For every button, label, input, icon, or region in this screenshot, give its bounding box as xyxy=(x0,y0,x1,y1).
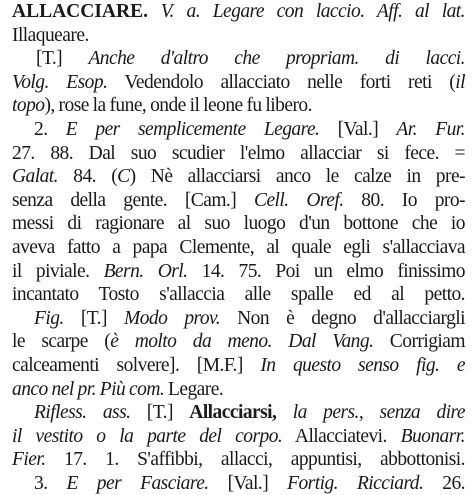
entry-text-segment: Vedendolo allacciato nelle forti reti ( xyxy=(107,71,456,93)
entry-text-segment: la pers., senza dire xyxy=(292,402,465,424)
entry-line-11 xyxy=(12,236,465,260)
entry-text-segment: incantato Tosto s'allaccia alle spalle ed al petto. xyxy=(12,284,465,306)
entry-text-segment: E per Fasciare. xyxy=(66,472,209,494)
entry-text-segment: Galat. xyxy=(12,166,58,188)
entry-text-segment: il vestito o la parte del corpo. xyxy=(12,425,283,447)
entry-text-segment: [Val.] xyxy=(319,118,397,140)
entry-text-segment: 80. Io pro- xyxy=(343,189,465,211)
entry-text-segment: aveva fatto a papa Clemente, al quale egli s'allacciava xyxy=(12,236,465,258)
entry-text-segment xyxy=(148,1,161,22)
entry-line-1 xyxy=(12,0,465,24)
entry-text-segment: topo xyxy=(12,95,45,117)
entry-text-segment: 3. xyxy=(34,472,67,494)
entry-text-segment: le scarpe ( xyxy=(12,331,111,353)
entry-text-segment: Corrigiam xyxy=(373,331,465,353)
entry-text-segment: C xyxy=(117,166,130,188)
entry-text-segment: senza della gente. [Cam.] xyxy=(12,189,254,211)
entry-text-segment: anco nel pr. Più com. xyxy=(12,378,165,400)
entry-text-segment: [T.] xyxy=(63,307,124,329)
entry-line-16 xyxy=(12,354,465,378)
entry-text-segment: messi di ragionare al suo luogo d'un bottone che io xyxy=(12,213,465,235)
entry-text-segment: Volg. Esop. xyxy=(12,71,108,93)
entry-line-6 xyxy=(12,118,465,142)
entry-text-segment: il xyxy=(455,71,465,93)
entry-line-7 xyxy=(12,142,465,166)
entry-line-18 xyxy=(12,401,465,425)
entry-line-14 xyxy=(12,307,465,331)
entry-text-segment: ), rose la fune, onde il leone fu libero. xyxy=(44,95,312,117)
entry-text-segment: 2. xyxy=(34,118,66,140)
entry-text-segment: Fier. xyxy=(12,449,46,471)
entry-line-12 xyxy=(12,260,465,284)
entry-text-segment: Allacciatevi. xyxy=(282,425,401,447)
entry-line-19 xyxy=(12,425,465,449)
entry-line-3 xyxy=(12,47,465,71)
entry-line-17 xyxy=(12,378,465,402)
entry-text-segment: [T.] xyxy=(36,48,89,70)
entry-line-10 xyxy=(12,212,465,236)
entry-text-segment: il piviale. xyxy=(12,260,104,282)
entry-text-segment: Rifless. ass. xyxy=(34,402,131,424)
entry-line-8 xyxy=(12,165,465,189)
entry-text-segment: 26. xyxy=(423,472,465,494)
entry-text-segment: ALLACCIARE. xyxy=(12,1,148,22)
entry-line-2 xyxy=(12,24,465,48)
entry-text-segment: 27. 88. Dal suo scudier l'elmo allacciar si fece. = xyxy=(12,142,465,164)
entry-text-segment: 17. 1. S'affibbi, allacci, appuntisi, abbottonisi. xyxy=(45,449,465,471)
entry-line-9 xyxy=(12,189,465,213)
entry-text-segment: V. a. Legare con laccio. Aff. al lat. xyxy=(160,1,465,22)
entry-text-segment: [Val.] xyxy=(208,472,288,494)
entry-text-segment: In questo senso fig. e xyxy=(260,354,465,376)
entry-line-5 xyxy=(12,94,465,118)
entry-text-segment: Legare. xyxy=(164,378,224,400)
entry-text-segment: 14. 75. Poi un elmo finissimo xyxy=(187,260,465,282)
entry-text-segment xyxy=(276,402,292,423)
entry-text-segment: Fortig. Ricciard. xyxy=(287,472,424,494)
entry-line-4 xyxy=(12,71,465,95)
entry-text-segment: calceamenti solvere]. [M.F.] xyxy=(12,354,261,376)
entry-text-segment: [T.] xyxy=(130,402,190,424)
entry-text-segment: Anche d'altro che propriam. di lacci. xyxy=(88,48,466,70)
entry-text-segment: Non è degno d'allacciargli xyxy=(220,307,466,329)
entry-text-segment: Bern. Orl. xyxy=(103,260,188,282)
entry-text-segment: Modo prov. xyxy=(124,307,221,329)
entry-text-segment: 84. ( xyxy=(58,166,118,188)
entry-text-segment: Allacciarsi, xyxy=(189,402,277,424)
entry-text-segment: Illaqueare. xyxy=(12,24,89,46)
entry-text-segment: ) Nè allacciarsi anco le calze in pre- xyxy=(129,166,465,188)
entry-text-segment: Cell. Oref. xyxy=(253,189,344,211)
entry-line-20 xyxy=(12,448,465,472)
entry-text-segment: è molto da meno. Dal Vang. xyxy=(110,331,374,353)
entry-line-15 xyxy=(12,330,465,354)
entry-line-21 xyxy=(12,472,465,495)
entry-line-13 xyxy=(12,283,465,307)
entry-text-segment: E per semplicemente Legare. xyxy=(65,118,320,140)
entry-text-segment: Ar. Fur. xyxy=(396,118,465,140)
entry-text-segment: Buonarr. xyxy=(400,425,465,447)
entry-text-segment: Fig. xyxy=(34,307,64,329)
